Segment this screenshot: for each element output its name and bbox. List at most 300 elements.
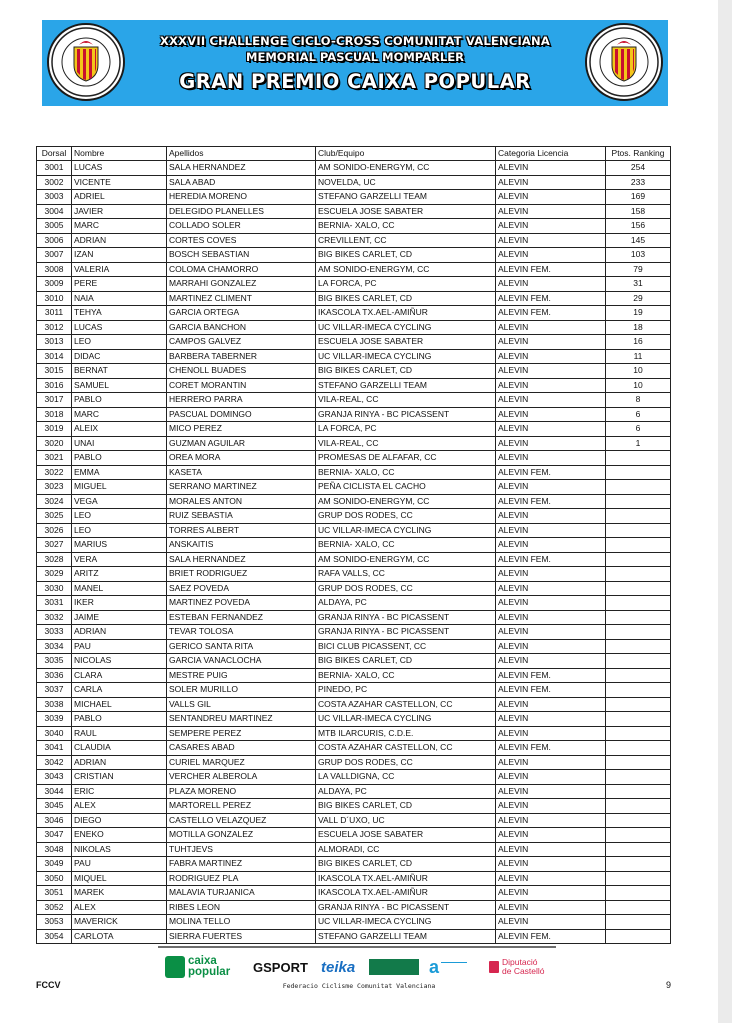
cell-categoria: ALEVIN <box>496 654 606 669</box>
sponsor-divider <box>158 946 556 948</box>
table-row <box>37 857 671 872</box>
table-row <box>37 712 671 727</box>
cell-dorsal: 3051 <box>37 886 72 901</box>
cell-dorsal: 3002 <box>37 175 72 190</box>
cell-apellidos: PASCUAL DOMINGO <box>167 407 316 422</box>
cell-apellidos: MARTORELL PEREZ <box>167 799 316 814</box>
cell-dorsal: 3040 <box>37 726 72 741</box>
cell-nombre: LEO <box>72 335 167 350</box>
cell-dorsal: 3030 <box>37 581 72 596</box>
cell-apellidos: MARTINEZ POVEDA <box>167 596 316 611</box>
table-row <box>37 639 671 654</box>
cell-ranking <box>606 712 671 727</box>
cell-categoria: ALEVIN <box>496 422 606 437</box>
cell-club: BERNIA- XALO, CC <box>316 538 496 553</box>
cell-ranking <box>606 625 671 640</box>
cell-club: IKASCOLA TX.AEL-AMIÑUR <box>316 871 496 886</box>
cell-club: LA FORCA, PC <box>316 277 496 292</box>
table-row <box>37 842 671 857</box>
cell-categoria: ALEVIN <box>496 523 606 538</box>
cell-club: GRANJA RINYA - BC PICASSENT <box>316 407 496 422</box>
cell-nombre: ARITZ <box>72 567 167 582</box>
cell-nombre: CARLOTA <box>72 929 167 944</box>
cell-apellidos: KASETA <box>167 465 316 480</box>
cell-nombre: VALERIA <box>72 262 167 277</box>
cell-dorsal: 3027 <box>37 538 72 553</box>
table-row <box>37 915 671 930</box>
cell-apellidos: CORET MORANTIN <box>167 378 316 393</box>
cell-ranking <box>606 871 671 886</box>
cell-club: RAFA VALLS, CC <box>316 567 496 582</box>
cell-nombre: MIQUEL <box>72 871 167 886</box>
cell-ranking: 1 <box>606 436 671 451</box>
cell-club: VILA-REAL, CC <box>316 436 496 451</box>
table-row <box>37 378 671 393</box>
cell-apellidos: TEVAR TOLOSA <box>167 625 316 640</box>
cell-dorsal: 3035 <box>37 654 72 669</box>
cell-dorsal: 3010 <box>37 291 72 306</box>
cell-ranking <box>606 639 671 654</box>
cell-categoria: ALEVIN <box>496 813 606 828</box>
table-row <box>37 741 671 756</box>
cell-apellidos: SOLER MURILLO <box>167 683 316 698</box>
cell-club: BIG BIKES CARLET, CD <box>316 364 496 379</box>
cell-club: ESCUELA JOSE SABATER <box>316 335 496 350</box>
cell-club: UC VILLAR-IMECA CYCLING <box>316 523 496 538</box>
cell-categoria: ALEVIN FEM. <box>496 741 606 756</box>
cell-apellidos: TUHTJEVS <box>167 842 316 857</box>
cell-club: GRANJA RINYA - BC PICASSENT <box>316 900 496 915</box>
cell-nombre: LEO <box>72 523 167 538</box>
table-row <box>37 610 671 625</box>
cell-nombre: LUCAS <box>72 320 167 335</box>
cell-dorsal: 3036 <box>37 668 72 683</box>
cell-nombre: MARC <box>72 219 167 234</box>
table-row <box>37 422 671 437</box>
cell-ranking: 103 <box>606 248 671 263</box>
cell-categoria: ALEVIN <box>496 436 606 451</box>
cell-club: UC VILLAR-IMECA CYCLING <box>316 915 496 930</box>
cell-ranking: 29 <box>606 291 671 306</box>
cell-apellidos: CURIEL MARQUEZ <box>167 755 316 770</box>
cell-club: GRUP DOS RODES, CC <box>316 509 496 524</box>
cell-club: GRANJA RINYA - BC PICASSENT <box>316 625 496 640</box>
table-row <box>37 683 671 698</box>
cell-club: UC VILLAR-IMECA CYCLING <box>316 349 496 364</box>
cell-ranking: 158 <box>606 204 671 219</box>
table-row <box>37 190 671 205</box>
table-row <box>37 668 671 683</box>
cell-club: PROMESAS DE ALFAFAR, CC <box>316 451 496 466</box>
cell-nombre: IKER <box>72 596 167 611</box>
cell-apellidos: CHENOLL BUADES <box>167 364 316 379</box>
table-row <box>37 335 671 350</box>
cell-apellidos: SAEZ POVEDA <box>167 581 316 596</box>
cell-apellidos: HERRERO PARRA <box>167 393 316 408</box>
cell-dorsal: 3009 <box>37 277 72 292</box>
cell-categoria: ALEVIN <box>496 784 606 799</box>
cell-club: BERNIA- XALO, CC <box>316 219 496 234</box>
cell-nombre: MARC <box>72 407 167 422</box>
cell-dorsal: 3047 <box>37 828 72 843</box>
table-row <box>37 407 671 422</box>
cell-categoria: ALEVIN FEM. <box>496 306 606 321</box>
cell-categoria: ALEVIN <box>496 828 606 843</box>
cell-categoria: ALEVIN <box>496 538 606 553</box>
cell-categoria: ALEVIN <box>496 320 606 335</box>
cell-nombre: CLARA <box>72 668 167 683</box>
cell-ranking <box>606 654 671 669</box>
cell-apellidos: BOSCH SEBASTIAN <box>167 248 316 263</box>
cell-ranking <box>606 784 671 799</box>
cell-dorsal: 3038 <box>37 697 72 712</box>
cell-nombre: PABLO <box>72 393 167 408</box>
cell-ranking <box>606 465 671 480</box>
cell-apellidos: GERICO SANTA RITA <box>167 639 316 654</box>
cell-categoria: ALEVIN <box>496 378 606 393</box>
cell-dorsal: 3048 <box>37 842 72 857</box>
results-table <box>36 146 671 944</box>
cell-categoria: ALEVIN <box>496 886 606 901</box>
cell-ranking <box>606 741 671 756</box>
banner-title-line1: XXXVII CHALLENGE CICLO-CROSS COMUNITAT VALENCIANA <box>160 34 550 48</box>
cell-categoria: ALEVIN <box>496 277 606 292</box>
cell-nombre: LEO <box>72 509 167 524</box>
cell-apellidos: VALLS GIL <box>167 697 316 712</box>
table-body <box>37 161 671 944</box>
cell-categoria: ALEVIN <box>496 900 606 915</box>
cell-club: PEÑA CICLISTA EL CACHO <box>316 480 496 495</box>
cell-dorsal: 3011 <box>37 306 72 321</box>
table-row <box>37 813 671 828</box>
cell-nombre: ALEX <box>72 799 167 814</box>
cell-dorsal: 3008 <box>37 262 72 277</box>
footer-org: FCCV <box>36 980 61 990</box>
sponsor-logos <box>165 952 555 982</box>
cell-club: COSTA AZAHAR CASTELLON, CC <box>316 741 496 756</box>
cell-dorsal: 3049 <box>37 857 72 872</box>
cell-nombre: BERNAT <box>72 364 167 379</box>
diputacio-castello-mark-icon <box>489 961 499 973</box>
cell-categoria: ALEVIN <box>496 161 606 176</box>
cell-apellidos: FABRA MARTINEZ <box>167 857 316 872</box>
cell-nombre: DIEGO <box>72 813 167 828</box>
cell-ranking <box>606 842 671 857</box>
cell-apellidos: COLOMA CHAMORRO <box>167 262 316 277</box>
cell-categoria: ALEVIN FEM. <box>496 262 606 277</box>
cell-ranking: 254 <box>606 161 671 176</box>
cell-categoria: ALEVIN <box>496 842 606 857</box>
cell-nombre: VICENTE <box>72 175 167 190</box>
cell-club: VALL D´UXO, UC <box>316 813 496 828</box>
table-row <box>37 480 671 495</box>
cell-ranking <box>606 581 671 596</box>
cell-categoria: ALEVIN <box>496 204 606 219</box>
cell-apellidos: ANSKAITIS <box>167 538 316 553</box>
header-ranking: Ptos. Ranking <box>606 147 671 161</box>
cell-nombre: NIKOLAS <box>72 842 167 857</box>
cell-club: BERNIA- XALO, CC <box>316 465 496 480</box>
cell-club: BIG BIKES CARLET, CD <box>316 248 496 263</box>
cell-nombre: CRISTIAN <box>72 770 167 785</box>
cell-club: VILA-REAL, CC <box>316 393 496 408</box>
cell-dorsal: 3004 <box>37 204 72 219</box>
cell-ranking <box>606 900 671 915</box>
cell-club: STEFANO GARZELLI TEAM <box>316 190 496 205</box>
cell-dorsal: 3012 <box>37 320 72 335</box>
cell-categoria: ALEVIN <box>496 233 606 248</box>
cell-apellidos: CORTES COVES <box>167 233 316 248</box>
cell-club: IKASCOLA TX.AEL-AMIÑUR <box>316 306 496 321</box>
cell-apellidos: MOTILLA GONZALEZ <box>167 828 316 843</box>
cell-nombre: MAREK <box>72 886 167 901</box>
cell-dorsal: 3043 <box>37 770 72 785</box>
diputacio-castello-logo <box>489 952 545 982</box>
footer-federation: Federacio Ciclisme Comunitat Valenciana <box>282 982 436 990</box>
cell-club: LA FORCA, PC <box>316 422 496 437</box>
cell-dorsal: 3053 <box>37 915 72 930</box>
cell-nombre: PAU <box>72 639 167 654</box>
cell-club: BIG BIKES CARLET, CD <box>316 291 496 306</box>
cell-ranking <box>606 915 671 930</box>
cell-ranking <box>606 929 671 944</box>
cell-nombre: MARIUS <box>72 538 167 553</box>
cell-nombre: PAU <box>72 857 167 872</box>
cell-nombre: CARLA <box>72 683 167 698</box>
cell-ranking: 6 <box>606 407 671 422</box>
cell-ranking: 31 <box>606 277 671 292</box>
cell-nombre: NICOLAS <box>72 654 167 669</box>
cell-nombre: VEGA <box>72 494 167 509</box>
cell-ranking <box>606 813 671 828</box>
cell-nombre: ALEIX <box>72 422 167 437</box>
cell-apellidos: COLLADO SOLER <box>167 219 316 234</box>
cell-apellidos: GARCIA ORTEGA <box>167 306 316 321</box>
cell-dorsal: 3023 <box>37 480 72 495</box>
cell-apellidos: MORALES ANTON <box>167 494 316 509</box>
cell-dorsal: 3003 <box>37 190 72 205</box>
cell-ranking <box>606 523 671 538</box>
cell-dorsal: 3054 <box>37 929 72 944</box>
table-row <box>37 465 671 480</box>
diputacion-alicante-logo <box>429 952 467 982</box>
federacio-ciclisme-seal-icon <box>585 23 663 101</box>
cell-club: AM SONIDO-ENERGYM, CC <box>316 161 496 176</box>
table-row <box>37 929 671 944</box>
cell-club: ESCUELA JOSE SABATER <box>316 828 496 843</box>
table-row <box>37 509 671 524</box>
cell-categoria: ALEVIN <box>496 712 606 727</box>
cell-categoria: ALEVIN <box>496 697 606 712</box>
table-row <box>37 291 671 306</box>
cell-dorsal: 3016 <box>37 378 72 393</box>
cell-ranking <box>606 668 671 683</box>
table-row <box>37 161 671 176</box>
cell-dorsal: 3046 <box>37 813 72 828</box>
cell-categoria: ALEVIN <box>496 509 606 524</box>
cell-dorsal: 3020 <box>37 436 72 451</box>
cell-dorsal: 3041 <box>37 741 72 756</box>
cell-ranking <box>606 480 671 495</box>
cell-club: PINEDO, PC <box>316 683 496 698</box>
cell-dorsal: 3042 <box>37 755 72 770</box>
cell-club: ALDAYA, PC <box>316 596 496 611</box>
cell-apellidos: RODRIGUEZ PLA <box>167 871 316 886</box>
header-apellidos: Apellidos <box>167 147 316 161</box>
banner-title-line2: MEMORIAL PASCUAL MOMPARLER <box>246 50 464 64</box>
cell-categoria: ALEVIN FEM. <box>496 494 606 509</box>
cell-ranking <box>606 857 671 872</box>
cell-ranking: 11 <box>606 349 671 364</box>
cell-categoria: ALEVIN <box>496 480 606 495</box>
table-row <box>37 494 671 509</box>
cell-nombre: RAUL <box>72 726 167 741</box>
cell-nombre: MANEL <box>72 581 167 596</box>
cell-dorsal: 3034 <box>37 639 72 654</box>
cell-ranking: 10 <box>606 364 671 379</box>
cell-ranking: 79 <box>606 262 671 277</box>
cell-ranking <box>606 770 671 785</box>
cell-dorsal: 3033 <box>37 625 72 640</box>
page-number: 9 <box>666 980 672 990</box>
cell-apellidos: RIBES LEON <box>167 900 316 915</box>
cell-categoria: ALEVIN <box>496 726 606 741</box>
cell-dorsal: 3013 <box>37 335 72 350</box>
cell-club: GRANJA RINYA - BC PICASSENT <box>316 610 496 625</box>
cell-ranking: 145 <box>606 233 671 248</box>
cell-apellidos: CASARES ABAD <box>167 741 316 756</box>
table-row <box>37 175 671 190</box>
cell-apellidos: SENTANDREU MARTINEZ <box>167 712 316 727</box>
cell-ranking <box>606 697 671 712</box>
cell-club: GRUP DOS RODES, CC <box>316 581 496 596</box>
header-dorsal: Dorsal <box>37 147 72 161</box>
cell-club: BICI CLUB PICASSENT, CC <box>316 639 496 654</box>
cell-dorsal: 3015 <box>37 364 72 379</box>
table-row <box>37 262 671 277</box>
cell-apellidos: SIERRA FUERTES <box>167 929 316 944</box>
cell-dorsal: 3021 <box>37 451 72 466</box>
cell-nombre: UNAI <box>72 436 167 451</box>
cell-club: STEFANO GARZELLI TEAM <box>316 378 496 393</box>
cell-ranking <box>606 552 671 567</box>
cell-dorsal: 3044 <box>37 784 72 799</box>
table-row <box>37 538 671 553</box>
cell-nombre: LUCAS <box>72 161 167 176</box>
header-nombre: Nombre <box>72 147 167 161</box>
cell-categoria: ALEVIN <box>496 451 606 466</box>
cell-dorsal: 3001 <box>37 161 72 176</box>
cell-nombre: NAIA <box>72 291 167 306</box>
cell-nombre: ERIC <box>72 784 167 799</box>
cell-ranking: 16 <box>606 335 671 350</box>
cell-categoria: ALEVIN <box>496 349 606 364</box>
cell-dorsal: 3029 <box>37 567 72 582</box>
cell-club: MTB ILARCURIS, C.D.E. <box>316 726 496 741</box>
cell-apellidos: MARTINEZ CLIMENT <box>167 291 316 306</box>
cell-club: BIG BIKES CARLET, CD <box>316 654 496 669</box>
cell-nombre: MICHAEL <box>72 697 167 712</box>
header-club: Club/Equipo <box>316 147 496 161</box>
cell-nombre: ALEX <box>72 900 167 915</box>
teika-logo: teika <box>321 958 356 976</box>
cell-dorsal: 3037 <box>37 683 72 698</box>
cell-club: AM SONIDO-ENERGYM, CC <box>316 262 496 277</box>
cell-categoria: ALEVIN <box>496 364 606 379</box>
cell-ranking <box>606 610 671 625</box>
cell-ranking <box>606 596 671 611</box>
cell-dorsal: 3018 <box>37 407 72 422</box>
table-row <box>37 436 671 451</box>
federacio-ciclisme-seal-icon <box>47 23 125 101</box>
cell-categoria: ALEVIN <box>496 190 606 205</box>
table-row <box>37 886 671 901</box>
cell-dorsal: 3052 <box>37 900 72 915</box>
table-row <box>37 364 671 379</box>
gsport-logo: GSPORT <box>253 959 308 975</box>
cell-ranking: 156 <box>606 219 671 234</box>
cell-categoria: ALEVIN <box>496 175 606 190</box>
cell-categoria: ALEVIN <box>496 871 606 886</box>
cell-ranking <box>606 451 671 466</box>
cell-nombre: ADRIAN <box>72 755 167 770</box>
cell-categoria: ALEVIN FEM. <box>496 668 606 683</box>
cell-club: ESCUELA JOSE SABATER <box>316 204 496 219</box>
cell-categoria: ALEVIN <box>496 393 606 408</box>
table-row <box>37 204 671 219</box>
cell-nombre: CLAUDIA <box>72 741 167 756</box>
table-row <box>37 233 671 248</box>
cell-categoria: ALEVIN <box>496 219 606 234</box>
caixa-popular-line1: caixa <box>188 955 217 967</box>
cell-club: ALMORADI, CC <box>316 842 496 857</box>
cell-club: NOVELDA, UC <box>316 175 496 190</box>
cell-club: BIG BIKES CARLET, CD <box>316 799 496 814</box>
cell-dorsal: 3032 <box>37 610 72 625</box>
cell-nombre: ENEKO <box>72 828 167 843</box>
cell-categoria: ALEVIN <box>496 770 606 785</box>
cell-nombre: SAMUEL <box>72 378 167 393</box>
table-row <box>37 320 671 335</box>
cell-categoria: ALEVIN <box>496 610 606 625</box>
cell-nombre: PABLO <box>72 712 167 727</box>
cell-ranking: 8 <box>606 393 671 408</box>
cell-club: BERNIA- XALO, CC <box>316 668 496 683</box>
cell-categoria: ALEVIN <box>496 581 606 596</box>
cell-categoria: ALEVIN <box>496 567 606 582</box>
cell-categoria: ALEVIN FEM. <box>496 683 606 698</box>
cell-dorsal: 3006 <box>37 233 72 248</box>
table-row <box>37 393 671 408</box>
cell-club: BIG BIKES CARLET, CD <box>316 857 496 872</box>
cell-ranking: 10 <box>606 378 671 393</box>
table-row <box>37 248 671 263</box>
cell-club: COSTA AZAHAR CASTELLON, CC <box>316 697 496 712</box>
table-row <box>37 306 671 321</box>
table-row <box>37 625 671 640</box>
cell-categoria: ALEVIN <box>496 407 606 422</box>
table-row <box>37 871 671 886</box>
cell-club: IKASCOLA TX.AEL-AMIÑUR <box>316 886 496 901</box>
cell-categoria: ALEVIN <box>496 639 606 654</box>
cell-categoria: ALEVIN <box>496 755 606 770</box>
header-categoria: Categoria Licencia <box>496 147 606 161</box>
cell-apellidos: MALAVIA TURJANICA <box>167 886 316 901</box>
cell-categoria: ALEVIN <box>496 915 606 930</box>
cell-ranking <box>606 538 671 553</box>
cell-ranking: 233 <box>606 175 671 190</box>
table-row <box>37 277 671 292</box>
